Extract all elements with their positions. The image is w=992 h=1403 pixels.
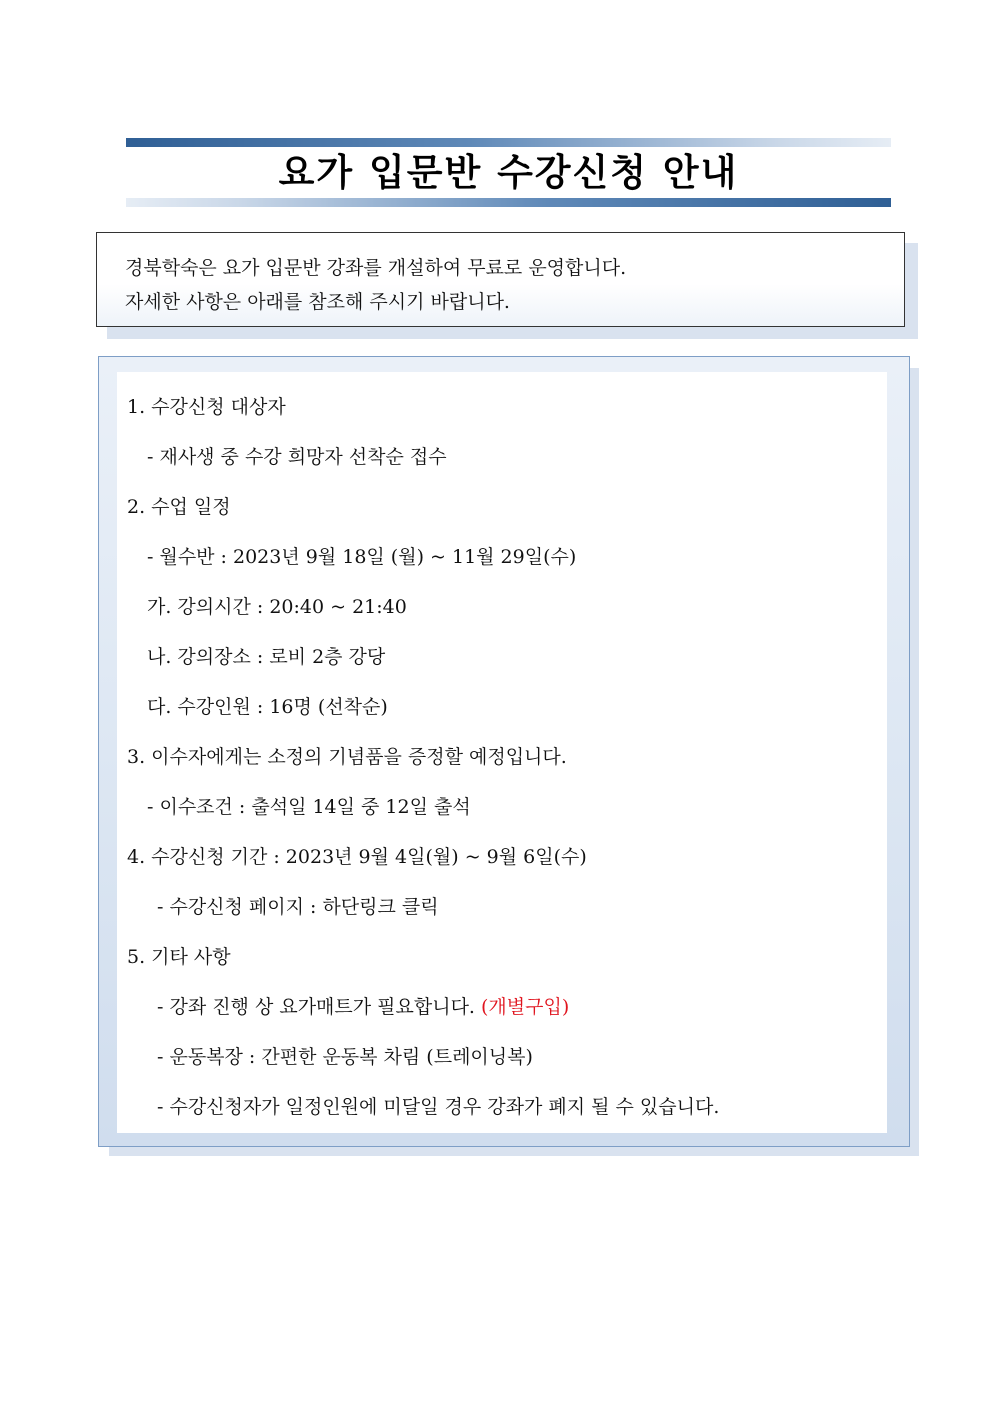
list-item: - 이수조건 : 출석일 14일 중 12일 출석 — [147, 796, 471, 818]
list-item: - 재사생 중 수강 희망자 선착순 접수 — [147, 446, 447, 468]
section-heading-period: 4. 수강신청 기간 : 2023년 9월 4일(월) ~ 9월 6일(수) — [127, 846, 587, 868]
list-item: - 수강신청자가 일정인원에 미달일 경우 강좌가 폐지 될 수 있습니다. — [157, 1096, 720, 1118]
section-heading-schedule: 2. 수업 일정 — [127, 496, 231, 518]
page-title: 요가 입문반 수강신청 안내 — [278, 151, 739, 194]
title-bottom-bar — [126, 198, 891, 207]
section-heading-completion: 3. 이수자에게는 소정의 기념품을 증정할 예정입니다. — [127, 746, 567, 768]
intro-line-2: 자세한 사항은 아래를 참조해 주시기 바랍니다. — [125, 291, 510, 313]
list-item: - 수강신청 페이지 : 하단링크 클릭 — [157, 896, 439, 918]
intro-box — [96, 232, 905, 327]
list-item: - 월수반 : 2023년 9월 18일 (월) ~ 11월 29일(수) — [147, 546, 577, 568]
list-item: 가. 강의시간 : 20:40 ~ 21:40 — [147, 596, 407, 618]
list-item: 나. 강의장소 : 로비 2층 강당 — [147, 646, 386, 668]
list-item-text: - 강좌 진행 상 요가매트가 필요합니다. — [157, 996, 482, 1018]
title-top-bar — [126, 138, 891, 147]
content-panel — [117, 372, 887, 1133]
content-box — [98, 356, 910, 1147]
title-banner — [126, 138, 891, 208]
list-item — [157, 995, 569, 1019]
section-heading-target: 1. 수강신청 대상자 — [127, 396, 286, 418]
highlight-text: (개별구입) — [481, 996, 570, 1018]
intro-line-1: 경북학숙은 요가 입문반 강좌를 개설하여 무료로 운영합니다. — [125, 257, 627, 279]
list-item: - 운동복장 : 간편한 운동복 차림 (트레이닝복) — [157, 1046, 533, 1068]
section-heading-other: 5. 기타 사항 — [127, 946, 231, 968]
list-item: 다. 수강인원 : 16명 (선착순) — [147, 696, 388, 718]
